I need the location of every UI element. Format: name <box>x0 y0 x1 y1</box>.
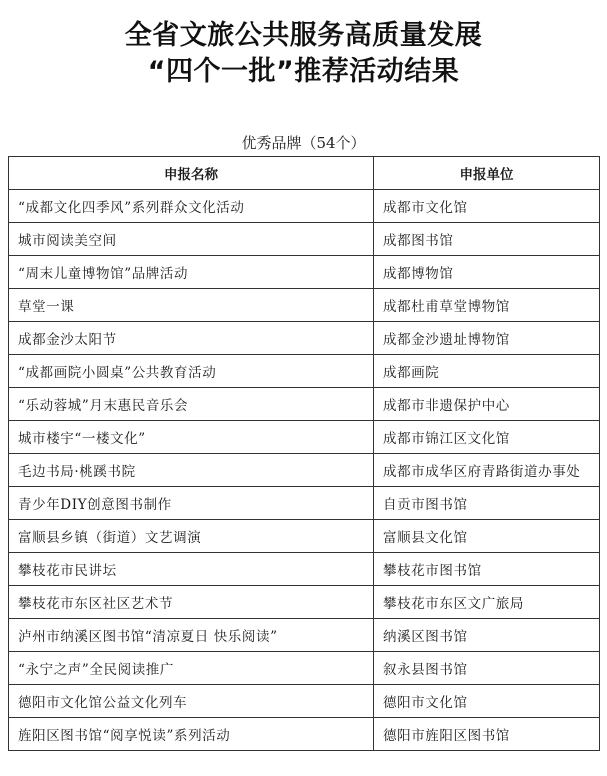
header-name: 申报名称 <box>9 157 374 190</box>
row-unit-cell: 自贡市图书馆 <box>374 487 600 520</box>
row-name-cell: 攀枝花市东区社区艺术节 <box>9 586 374 619</box>
row-name-cell: “周末儿童博物馆”品牌活动 <box>9 256 374 289</box>
row-unit-cell: 成都杜甫草堂博物馆 <box>374 289 600 322</box>
row-name-cell: “成都文化四季风”系列群众文化活动 <box>9 190 374 223</box>
row-name-cell: 攀枝花市民讲坛 <box>9 553 374 586</box>
table-header-row <box>9 157 600 190</box>
row-name-cell: 德阳市文化馆公益文化列车 <box>9 685 374 718</box>
row-unit-cell: 成都博物馆 <box>374 256 600 289</box>
row-name-cell: 富顺县乡镇（街道）文艺调演 <box>9 520 374 553</box>
table-row <box>9 718 600 751</box>
row-name-cell: 泸州市纳溪区图书馆“清凉夏日 快乐阅读” <box>9 619 374 652</box>
table-row <box>9 223 600 256</box>
table-row <box>9 421 600 454</box>
results-table <box>8 156 600 751</box>
table-subtitle: 优秀品牌（54个） <box>241 134 366 152</box>
row-unit-cell: 德阳市旌阳区图书馆 <box>374 718 600 751</box>
row-unit-cell: 德阳市文化馆 <box>374 685 600 718</box>
row-name-cell: 旌阳区图书馆“阅享悦读”系列活动 <box>9 718 374 751</box>
row-name-cell: 草堂一课 <box>9 289 374 322</box>
table-row <box>9 619 600 652</box>
row-unit-cell: 攀枝花市东区文广旅局 <box>374 586 600 619</box>
table-row <box>9 586 600 619</box>
table-row <box>9 520 600 553</box>
row-unit-cell: 纳溪区图书馆 <box>374 619 600 652</box>
row-unit-cell: 攀枝花市图书馆 <box>374 553 600 586</box>
row-name-cell: 城市阅读美空间 <box>9 223 374 256</box>
table-row <box>9 256 600 289</box>
table-row <box>9 685 600 718</box>
row-name-cell: “成都画院小圆桌”公共教育活动 <box>9 355 374 388</box>
table-row <box>9 487 600 520</box>
row-unit-cell: 富顺县文化馆 <box>374 520 600 553</box>
table-row <box>9 454 600 487</box>
row-name-cell: “乐动蓉城”月末惠民音乐会 <box>9 388 374 421</box>
row-name-cell: “永宁之声”全民阅读推广 <box>9 652 374 685</box>
row-name-cell: 青少年DIY创意图书制作 <box>9 487 374 520</box>
document-title-line2: “四个一批”推荐活动结果 <box>147 56 460 87</box>
row-unit-cell: 成都金沙遗址博物馆 <box>374 322 600 355</box>
row-unit-cell: 成都市文化馆 <box>374 190 600 223</box>
header-unit: 申报单位 <box>374 157 600 190</box>
row-unit-cell: 叙永县图书馆 <box>374 652 600 685</box>
row-name-cell: 城市楼宇“一楼文化” <box>9 421 374 454</box>
table-row <box>9 289 600 322</box>
row-unit-cell: 成都画院 <box>374 355 600 388</box>
table-row <box>9 652 600 685</box>
table-row <box>9 355 600 388</box>
table-row <box>9 190 600 223</box>
document-title-line1: 全省文旅公共服务高质量发展 <box>124 20 483 51</box>
table-row <box>9 388 600 421</box>
table-row <box>9 553 600 586</box>
row-unit-cell: 成都图书馆 <box>374 223 600 256</box>
row-unit-cell: 成都市锦江区文化馆 <box>374 421 600 454</box>
row-unit-cell: 成都市非遗保护中心 <box>374 388 600 421</box>
table-row <box>9 322 600 355</box>
row-name-cell: 成都金沙太阳节 <box>9 322 374 355</box>
row-unit-cell: 成都市成华区府青路街道办事处 <box>374 454 600 487</box>
row-name-cell: 毛边书局·桃蹊书院 <box>9 454 374 487</box>
